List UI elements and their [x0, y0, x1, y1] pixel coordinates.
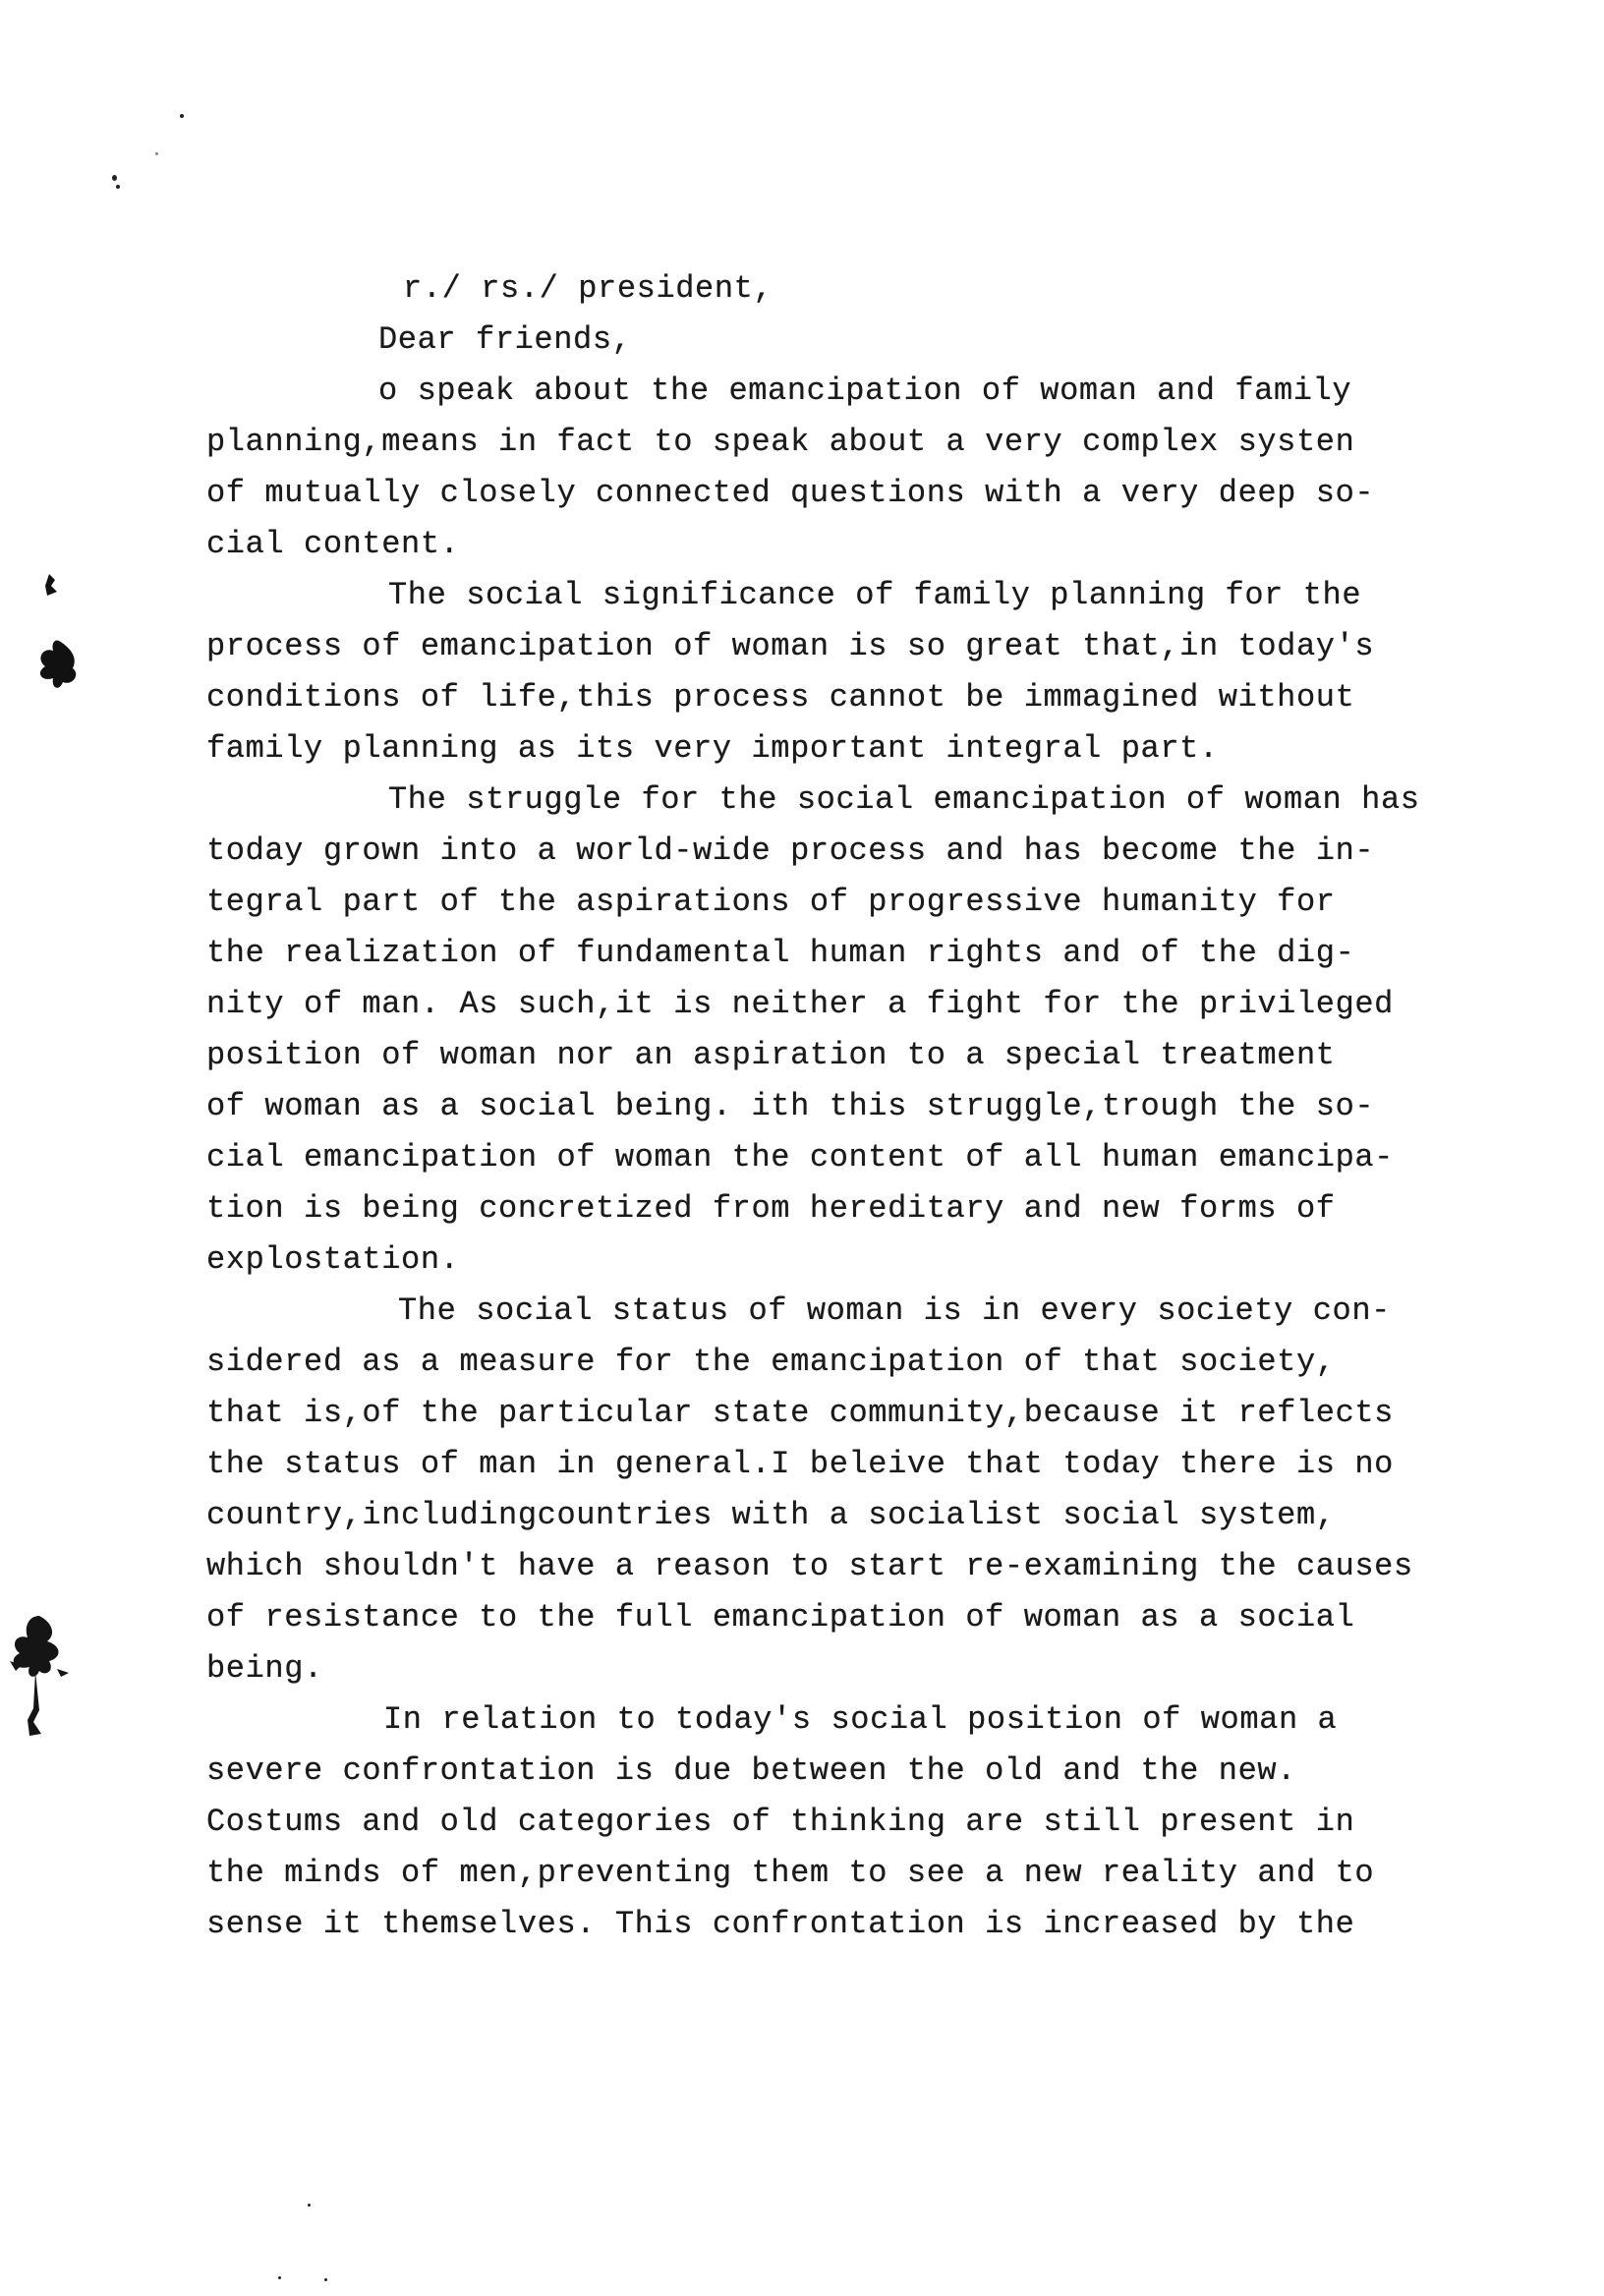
letter-body — [206, 263, 1484, 1950]
paragraph-3-line: of woman as a social being. ith this struggle,trough the so- — [206, 1088, 1375, 1124]
paragraph-4-line: which shouldn't have a reason to start re-examining the causes — [206, 1548, 1413, 1584]
paragraph-3-line: today grown into a world-wide process and has become the in- — [206, 832, 1375, 869]
paragraph-4-line: The social status of woman is in every society con- — [398, 1292, 1391, 1329]
paragraph-2-line: family planning as its very important integral part. — [206, 730, 1219, 767]
paragraph-1-line: of mutually closely connected questions with a very deep so- — [206, 475, 1375, 511]
paragraph-3-line: tion is being concretized from hereditary and new forms of — [206, 1190, 1336, 1227]
scan-speck — [324, 2278, 327, 2281]
paragraph-5-line: severe confrontation is due between the old and the new. — [206, 1752, 1296, 1789]
paragraph-1-line: planning,means in fact to speak about a very complex systen — [206, 424, 1355, 460]
paragraph-3-line: nity of man. As such,it is neither a fight for the privileged — [206, 986, 1394, 1022]
paragraph-5-line: sense it themselves. This confrontation is increased by the — [206, 1906, 1355, 1942]
paragraph-5-line: the minds of men,preventing them to see a new reality and to — [206, 1855, 1375, 1891]
salutation-greeting: Dear friends, — [378, 321, 632, 358]
paragraph-3-line: tegral part of the aspirations of progressive humanity for — [206, 884, 1336, 920]
paragraph-4-line: the status of man in general.I beleive that today there is no — [206, 1446, 1394, 1482]
paragraph-3-line: explostation. — [206, 1241, 460, 1278]
paragraph-4-line: country,includingcountries with a socialist social system, — [206, 1497, 1336, 1533]
scan-speck — [308, 2204, 311, 2207]
margin-smudge — [0, 1612, 79, 1740]
paragraph-4-line: being. — [206, 1650, 323, 1687]
scan-speck — [116, 185, 120, 189]
paragraph-3-line: the realization of fundamental human rights and of the dig- — [206, 935, 1355, 971]
paragraph-5-line: In relation to today's social position of woman a — [383, 1701, 1338, 1738]
salutation-address: r./ rs./ president, — [403, 270, 773, 307]
paragraph-1-line: o speak about the emancipation of woman and family — [378, 373, 1352, 409]
scan-speck — [155, 152, 158, 155]
paragraph-3-line: position of woman nor an aspiration to a special treatment — [206, 1037, 1336, 1073]
paragraph-1-line: cial content. — [206, 526, 460, 562]
paragraph-4-line: sidered as a measure for the emancipation of that society, — [206, 1344, 1336, 1380]
paragraph-2-line: The social significance of family planning for the — [388, 577, 1362, 613]
paragraph-2-line: conditions of life,this process cannot be immagined without — [206, 679, 1355, 716]
margin-smudge — [29, 637, 88, 696]
scan-speck — [180, 114, 184, 118]
paragraph-3-line: The struggle for the social emancipation of woman has — [388, 781, 1420, 818]
paragraph-4-line: that is,of the particular state community,because it reflects — [206, 1395, 1394, 1431]
paragraph-2-line: process of emancipation of woman is so great that,in today's — [206, 628, 1375, 664]
scan-speck — [112, 175, 117, 181]
scan-speck — [278, 2276, 281, 2279]
margin-smudge — [37, 570, 77, 609]
paragraph-3-line: cial emancipation of woman the content of all human emancipa- — [206, 1139, 1394, 1176]
paragraph-5-line: Costums and old categories of thinking are still present in — [206, 1804, 1355, 1840]
paragraph-4-line: of resistance to the full emancipation of woman as a social — [206, 1599, 1355, 1636]
